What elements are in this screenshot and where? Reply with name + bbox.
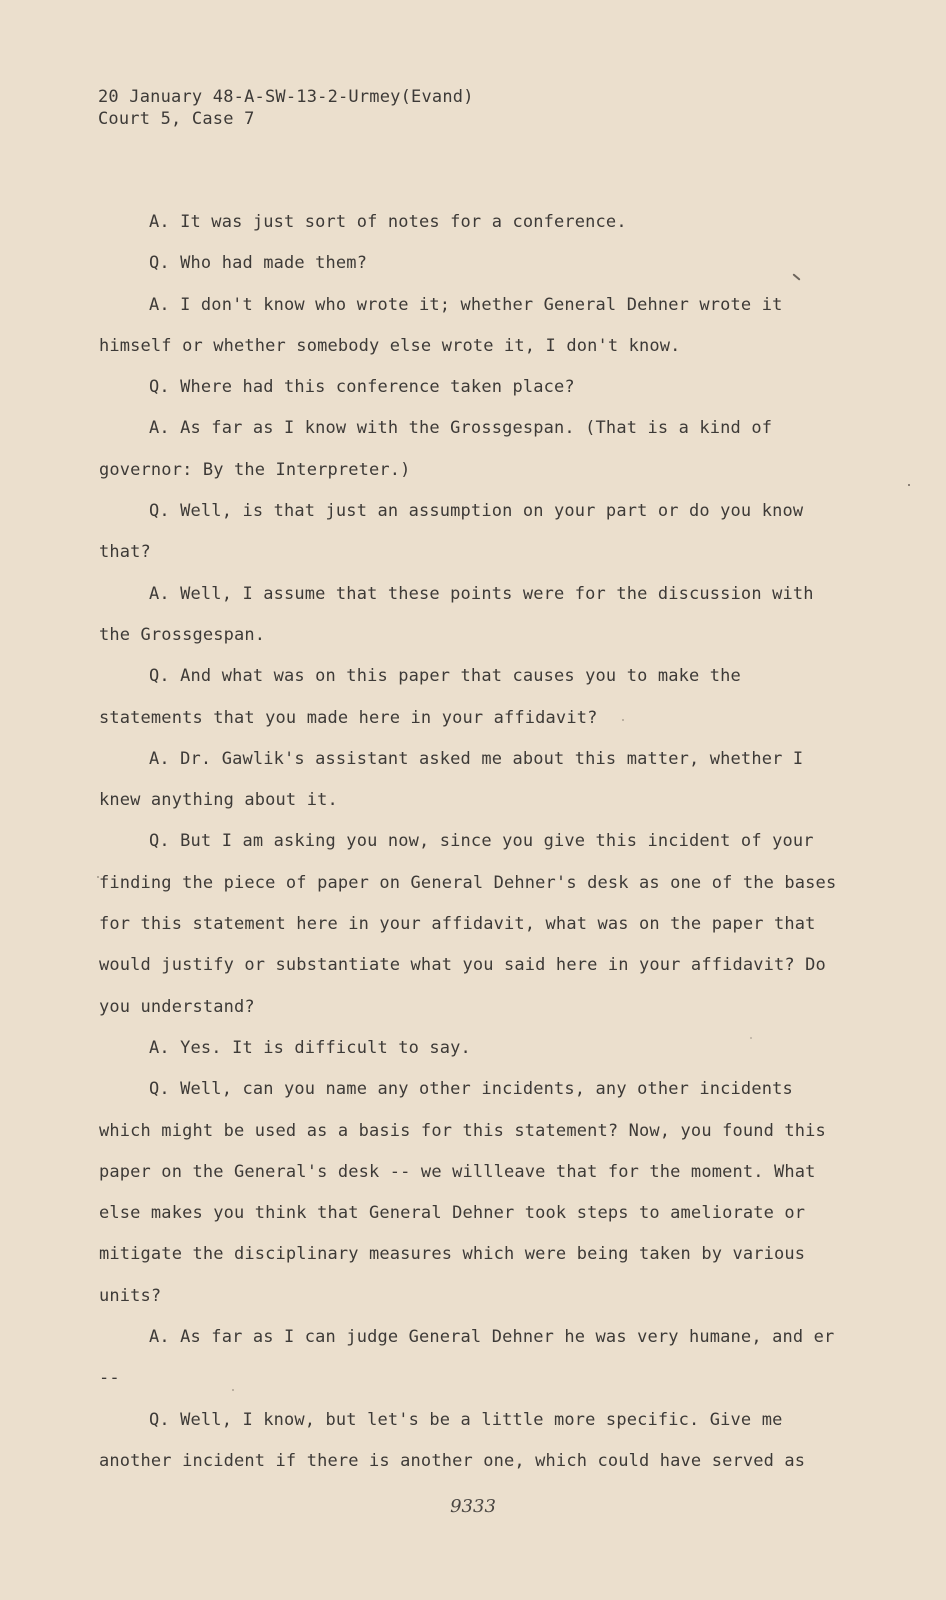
paper-speck bbox=[622, 719, 624, 721]
transcript-paragraph: Q. Who had made them? bbox=[149, 253, 368, 274]
header-date-reference: 20 January 48-A-SW-13-2-Urmey(Evand) bbox=[98, 87, 474, 107]
page-number: 9333 bbox=[450, 1496, 496, 1517]
paper-speck bbox=[97, 876, 99, 878]
transcript-paragraph: A. It was just sort of notes for a conference. bbox=[149, 212, 627, 232]
paper-speck bbox=[750, 1037, 752, 1039]
transcript-paragraph: A. As far as I know with the Grossgespan. (That is a kind of governor: By the Interpreter.) bbox=[99, 418, 773, 480]
transcript-paragraph: Q. And what was on this paper that causes you to make the statements that you made here in your affidavit? bbox=[99, 666, 741, 728]
transcript-paragraph: A. Well, I assume that these points were for the discussion with the Grossgespan. bbox=[99, 583, 814, 645]
transcript-paragraph: A. I don't know who wrote it; whether General Dehner wrote it himself or whether somebody else wrote it, I don't know. bbox=[99, 294, 783, 356]
transcript-paragraph: Q. But I am asking you now, since you give this incident of your finding the piece of paper on General Dehner's desk as one of the bases for this statement here in your affidavit, what was on the paper that would justify or substantiate what you said here in your affidavit? Do you understand? bbox=[99, 831, 837, 1017]
transcript-body bbox=[99, 202, 839, 1482]
transcript-paragraph: A. Yes. It is difficult to say. bbox=[149, 1037, 471, 1058]
transcript-paragraph: A. Dr. Gawlik's assistant asked me about this matter, whether I knew anything about it. bbox=[99, 748, 804, 811]
transcript-paragraph: Q. Well, can you name any other incidents, any other incidents which might be used as a basis for this statement? Now, you found this paper on the General's desk -- we willleave that for the moment. What else makes you think that General Dehner took steps to ameliorate or mitigate the disciplinary measures which were being taken by various units? bbox=[99, 1079, 826, 1306]
transcript-paragraph: Q. Well, I know, but let's be a little more specific. Give me another incident if there is another one, which could have served as bbox=[99, 1409, 806, 1471]
transcript-paragraph: Q. Well, is that just an assumption on your part or do you know that? bbox=[99, 501, 804, 563]
transcript-paragraph: Q. Where had this conference taken place? bbox=[149, 377, 575, 398]
paper-speck bbox=[232, 1389, 234, 1391]
transcript-paragraph: A. As far as I can judge General Dehner he was very humane, and er -- bbox=[99, 1327, 835, 1389]
document-header bbox=[98, 86, 474, 130]
header-court-case: Court 5, Case 7 bbox=[98, 109, 255, 129]
paper-speck bbox=[908, 484, 910, 486]
